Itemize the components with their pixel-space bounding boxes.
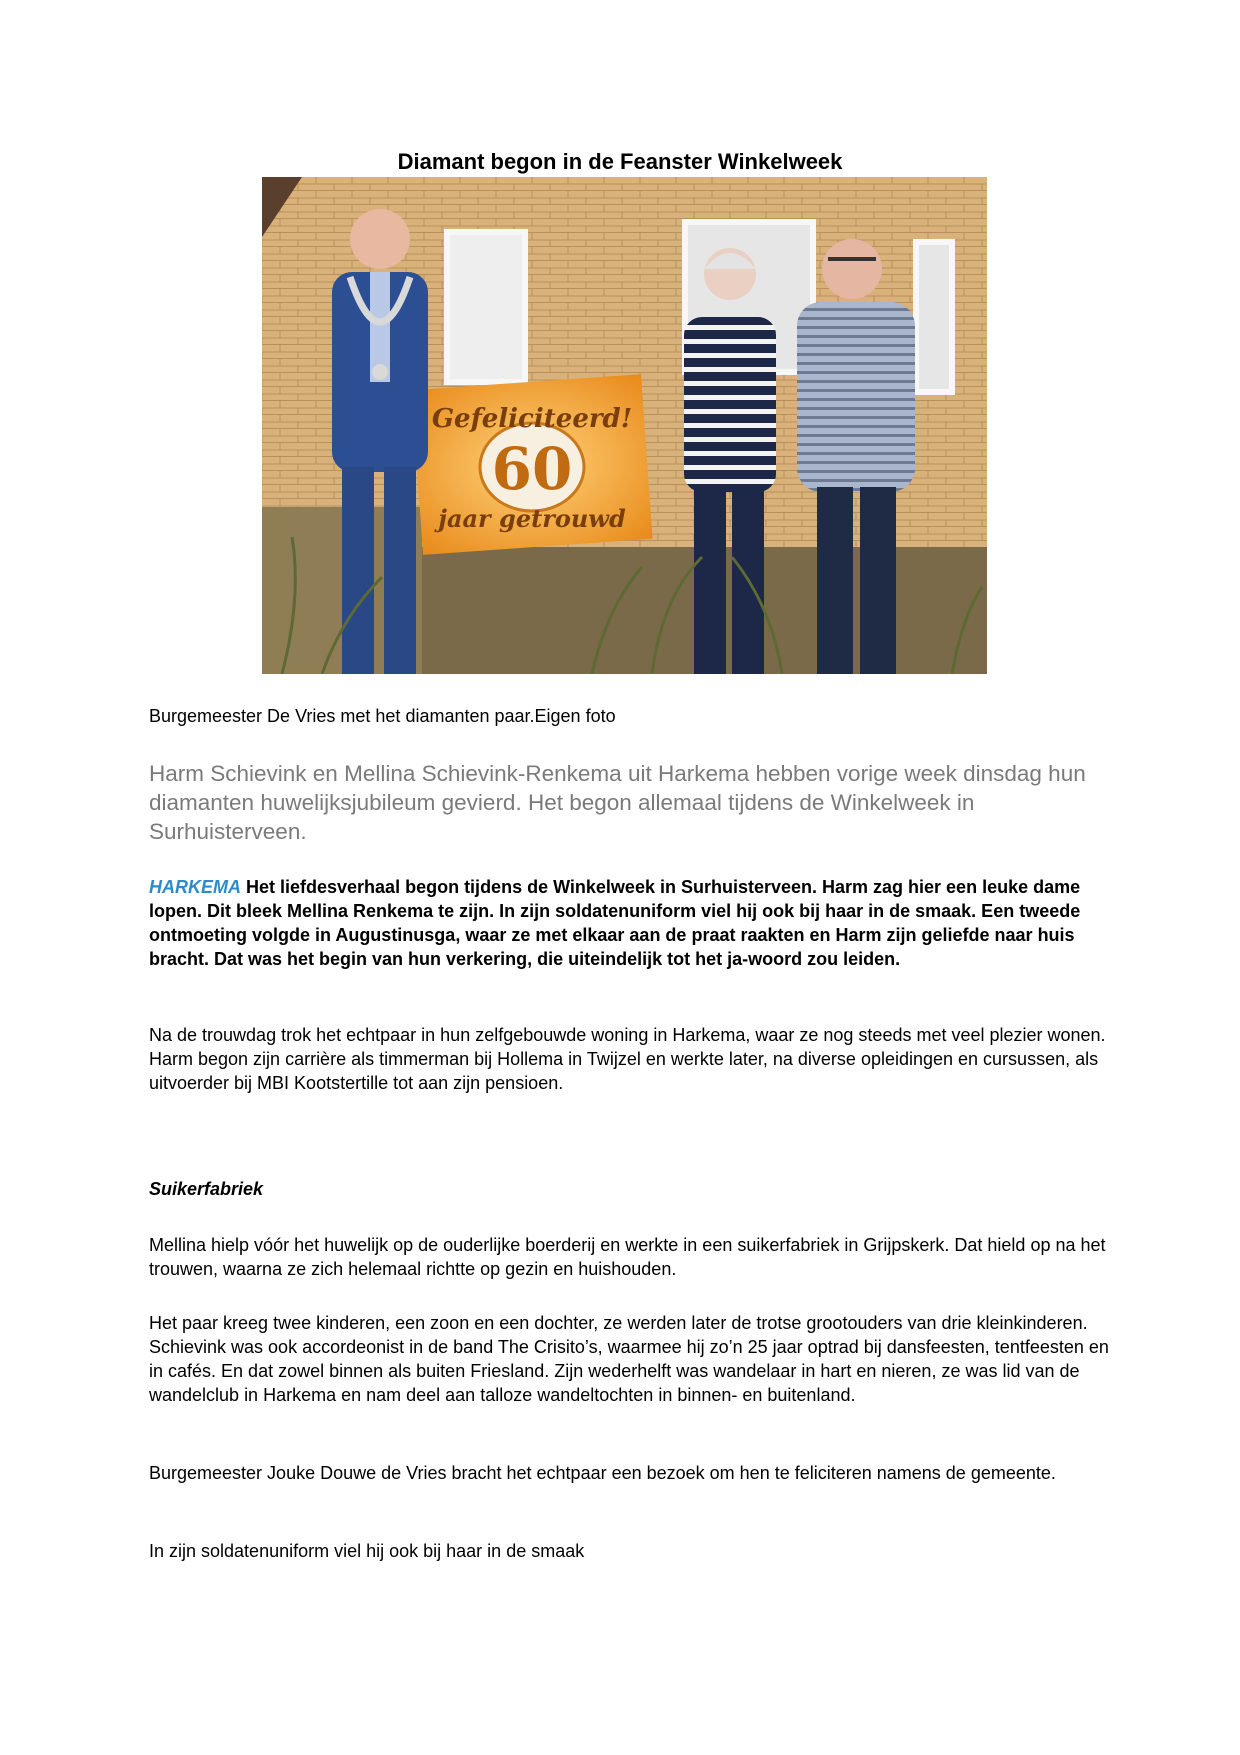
article-photo	[262, 177, 987, 674]
body-paragraph-2: Mellina hielp vóór het huwelijk op de ouderlijke boerderij en werkte in een suikerfabriek in Grijpskerk. Dat hield op na het trouwen, waarna ze zich helemaal richtte op gezin en huishouden.	[149, 1235, 1106, 1279]
banner-number: 60	[491, 435, 573, 503]
banner-text-bottom: jaar getrouwd	[438, 504, 626, 533]
body-paragraph-3: Het paar kreeg twee kinderen, een zoon en een dochter, ze werden later de trotse grootouders van drie kleinkinderen. Schievink was ook accordeonist in de band The Crisito’s, waarmee hij zo’n 25 jaar optrad bij dansfeesten, tentfeesten en in cafés. En dat zowel binnen als buiten Friesland. Zijn wederhelft was wandelaar in hart en nieren, ze was lid van de wandelclub in Harkema en nam deel aan talloze wandeltochten in binnen- en buitenland.	[149, 1313, 1109, 1405]
banner	[412, 374, 653, 555]
body-paragraph-4: Burgemeester Jouke Douwe de Vries bracht het echtpaar een bezoek om hen te feliciteren namens de gemeente.	[149, 1463, 1056, 1483]
article-title: Diamant begon in de Feanster Winkelweek	[397, 149, 843, 174]
subheading: Suikerfabriek	[149, 1179, 264, 1199]
body-paragraph-5: In zijn soldatenuniform viel hij ook bij haar in de smaak	[149, 1541, 585, 1561]
lead-text: Het liefdesverhaal begon tijdens de Winkelweek in Surhuisterveen. Harm zag hier een leuke dame lopen. Dit bleek Mellina Renkema te zijn. In zijn soldatenuniform viel hij ook bij haar in de smaak. Een tweede ontmoeting volgde in Augustinusga, waar ze met elkaar aan de praat raakten en Harm zijn geliefde naar huis bracht. Dat was het begin van hun verkering, die uiteindelijk tot het ja-woord zou leiden.	[149, 877, 1081, 969]
intro-paragraph: Harm Schievink en Mellina Schievink-Renkema uit Harkema hebben vorige week dinsdag hun diamanten huwelijksjubileum gevierd. Het begon allemaal tijdens de Winkelweek in Surhuisterveen.	[149, 761, 1086, 844]
body-paragraph-1: Na de trouwdag trok het echtpaar in hun zelfgebouwde woning in Harkema, waar ze nog steeds met veel plezier wonen. Harm begon zijn carrière als timmerman bij Hollema in Twijzel en werkte later, na diverse opleidingen en cursussen, als uitvoerder bij MBI Kootstertille tot aan zijn pensioen.	[149, 1025, 1106, 1093]
banner-text-top: Gefeliciteerd!	[431, 404, 633, 434]
lead-paragraph	[149, 875, 1109, 971]
photo-illustration	[262, 177, 987, 674]
dateline: HARKEMA	[149, 877, 241, 897]
photo-caption: Burgemeester De Vries met het diamanten paar.Eigen foto	[149, 706, 616, 726]
